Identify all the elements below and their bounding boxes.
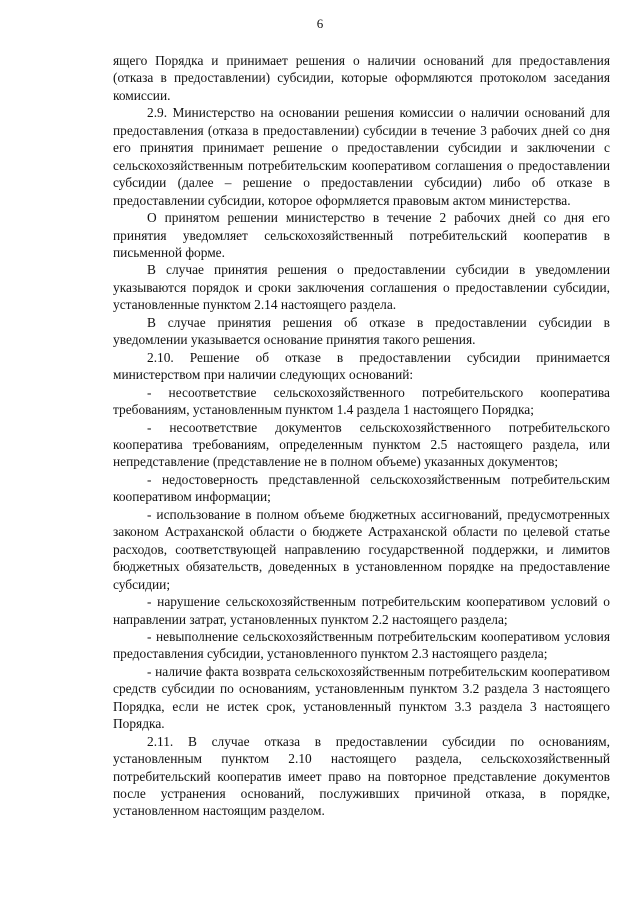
paragraph-continuation: ящего Порядка и принимает решения о наличии оснований для предоставления (отказа в предоставлении) субсидии, которые оформляются протоколом заседания комиссии. [113, 53, 610, 103]
paragraph-refusal-decision: В случае принятия решения об отказе в предоставлении субсидии в уведомлении указывается основание принятия такого решения. [113, 314, 610, 348]
paragraph-notification: О принятом решении министерство в течение 2 рабочих дней со дня его принятия уведомляет сельскохозяйственный потребительский кооператив в письменной форме. [113, 210, 610, 260]
page-number: 6 [316, 16, 324, 31]
list-item-budget-exhausted: - использование в полном объеме бюджетных ассигнований, предусмотренных законом Астраханской области о бюджете Астраханской области по целевой статье расходов, соответствующей направлению государственной поддержки, и лимитов бюджетных обязательств, доведенных в установленном порядке на предоставление субсидии; [113, 506, 610, 592]
list-item-requirements-mismatch: - несоответствие сельскохозяйственного потребительского кооператива требованиям, установленным пунктом 1.4 раздела 1 настоящего Порядка; [113, 384, 610, 418]
list-item-false-information: - недостоверность представленной сельскохозяйственным потребительским кооперативом информации; [113, 471, 610, 505]
paragraph-2-10: 2.10. Решение об отказе в предоставлении субсидии принимается министерством при наличии следующих оснований: [113, 349, 610, 383]
list-item-conditions-failure: - невыполнение сельскохозяйственным потребительским кооперативом условия предоставления субсидии, установленного пунктом 2.3 настоящего раздела; [113, 628, 610, 662]
document-body [113, 52, 610, 820]
paragraph-2-11: 2.11. В случае отказа в предоставлении субсидии по основаниям, установленным пунктом 2.10 настоящего раздела, сельскохозяйственный потребительский кооператив имеет право на повторное представление документов после устранения оснований, послуживших причиной отказа, в порядке, установленном настоящим разделом. [113, 733, 610, 819]
list-item-documents-mismatch: - несоответствие документов сельскохозяйственного потребительского кооператива требованиям, определенным пунктом 2.5 настоящего раздела, или непредставление (представление не в полном объеме) указанных документов; [113, 419, 610, 470]
list-item-refund-fact: - наличие факта возврата сельскохозяйственным потребительским кооперативом средств субсидии по основаниям, установленным пунктом 3.2 раздела 3 настоящего Порядка, если не истек срок, установленный пунктом 3.3 раздела 3 настоящего Порядка. [113, 663, 610, 732]
paragraph-2-9: 2.9. Министерство на основании решения комиссии о наличии оснований для предоставления (отказа в предоставлении) субсидии в течение 3 рабочих дней со дня его принятия принимает решение о предоставлении субсидии и заключении с сельскохозяйственным потребительским кооперативом соглашения о предоставлении субсидии (далее – решение о предоставлении субсидии) либо об отказе в предоставлении субсидии, которое оформляется правовым актом министерства. [113, 105, 610, 208]
paragraph-grant-decision: В случае принятия решения о предоставлении субсидии в уведомлении указываются порядок и сроки заключения соглашения о предоставлении субсидии, установленные пунктом 2.14 настоящего раздела. [113, 262, 610, 313]
list-item-cost-conditions-violation: - нарушение сельскохозяйственным потребительским кооперативом условий о направлении затрат, установленных пунктом 2.2 настоящего раздела; [113, 594, 610, 627]
